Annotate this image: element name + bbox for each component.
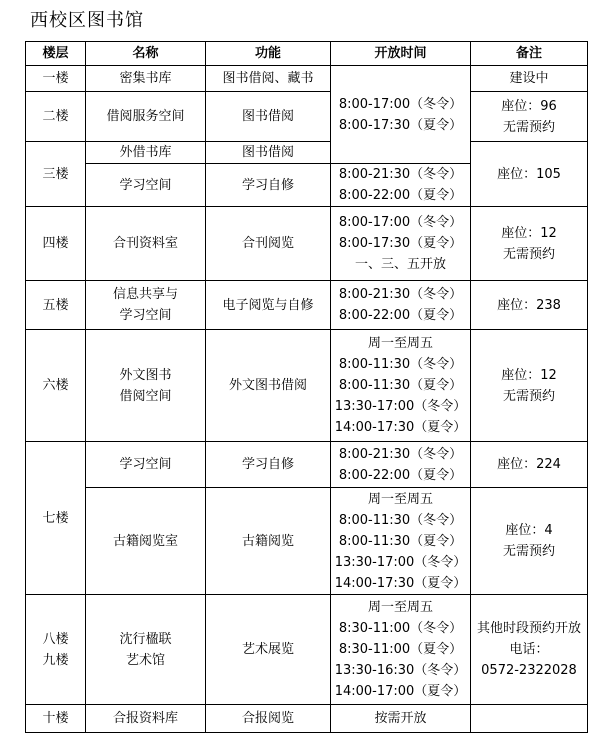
header-name: 名称: [86, 42, 206, 66]
note-cell: 其他时段预约开放 电话： 0572-2322028: [471, 595, 588, 705]
hours-cell: 按需开放: [331, 705, 471, 733]
hours-cell: 周一至周五 8:00-11:30（冬令） 8:00-11:30（夏令） 13:30-17:00（冬令） 14:00-17:30（夏令）: [331, 330, 471, 442]
function-cell: 学习自修: [206, 164, 331, 207]
library-hours-table: [25, 41, 588, 733]
table-row: [26, 66, 588, 92]
name-cell: 沈行楹联 艺术馆: [86, 595, 206, 705]
hours-cell: 8:00-21:30（冬令） 8:00-22:00（夏令）: [331, 442, 471, 488]
name-cell: 密集书库: [86, 66, 206, 92]
floor-cell: 十楼: [26, 705, 86, 733]
function-cell: 合报阅览: [206, 705, 331, 733]
note-cell: 座位：238: [471, 281, 588, 330]
name-cell: 合刊资料室: [86, 207, 206, 281]
hours-cell: 8:00-21:30（冬令） 8:00-22:00（夏令）: [331, 164, 471, 207]
name-cell: 学习空间: [86, 164, 206, 207]
floor-cell: 六楼: [26, 330, 86, 442]
floor-cell: 五楼: [26, 281, 86, 330]
table-row: [26, 92, 588, 142]
function-cell: 合刊阅览: [206, 207, 331, 281]
note-cell: 座位：96 无需预约: [471, 92, 588, 142]
hours-cell: 8:00-17:00（冬令） 8:00-17:30（夏令） 一、三、五开放: [331, 207, 471, 281]
function-cell: 艺术展览: [206, 595, 331, 705]
table-header-row: [26, 42, 588, 66]
page-title: 西校区图书馆: [30, 10, 144, 31]
hours-cell: 周一至周五 8:30-11:00（冬令） 8:30-11:00（夏令） 13:30-16:30（冬令） 14:00-17:00（夏令）: [331, 595, 471, 705]
name-cell: 学习空间: [86, 442, 206, 488]
table-row: [26, 705, 588, 733]
table-row: [26, 281, 588, 330]
note-cell: 座位：12 无需预约: [471, 330, 588, 442]
note-cell: 座位：105: [471, 142, 588, 207]
table-row: [26, 142, 588, 164]
name-cell: 外借书库: [86, 142, 206, 164]
function-cell: 图书借阅: [206, 142, 331, 164]
table-row: [26, 595, 588, 705]
floor-cell: 三楼: [26, 142, 86, 207]
function-cell: 电子阅览与自修: [206, 281, 331, 330]
floor-cell: 七楼: [26, 442, 86, 595]
floor-cell: 一楼: [26, 66, 86, 92]
name-cell: 信息共享与 学习空间: [86, 281, 206, 330]
header-notes: 备注: [471, 42, 588, 66]
floor-cell: 二楼: [26, 92, 86, 142]
note-cell: 座位：12 无需预约: [471, 207, 588, 281]
function-cell: 古籍阅览: [206, 488, 331, 595]
function-cell: 图书借阅、藏书: [206, 66, 331, 92]
header-floor: 楼层: [26, 42, 86, 66]
table-row: [26, 207, 588, 281]
table-row: [26, 488, 588, 595]
name-cell: 古籍阅览室: [86, 488, 206, 595]
header-function: 功能: [206, 42, 331, 66]
name-cell: 借阅服务空间: [86, 92, 206, 142]
table-row: [26, 330, 588, 442]
function-cell: 学习自修: [206, 442, 331, 488]
hours-cell: 8:00-17:00（冬令） 8:00-17:30（夏令）: [331, 66, 471, 164]
name-cell: 合报资料库: [86, 705, 206, 733]
hours-cell: 8:00-21:30（冬令） 8:00-22:00（夏令）: [331, 281, 471, 330]
note-cell: 座位：4 无需预约: [471, 488, 588, 595]
header-hours: 开放时间: [331, 42, 471, 66]
hours-cell: 周一至周五 8:00-11:30（冬令） 8:00-11:30（夏令） 13:30-17:00（冬令） 14:00-17:30（夏令）: [331, 488, 471, 595]
note-cell: 建设中: [471, 66, 588, 92]
floor-cell: 四楼: [26, 207, 86, 281]
floor-cell: 八楼 九楼: [26, 595, 86, 705]
table-row: [26, 442, 588, 488]
function-cell: 外文图书借阅: [206, 330, 331, 442]
note-cell: 座位：224: [471, 442, 588, 488]
name-cell: 外文图书 借阅空间: [86, 330, 206, 442]
function-cell: 图书借阅: [206, 92, 331, 142]
note-cell: [471, 705, 588, 733]
